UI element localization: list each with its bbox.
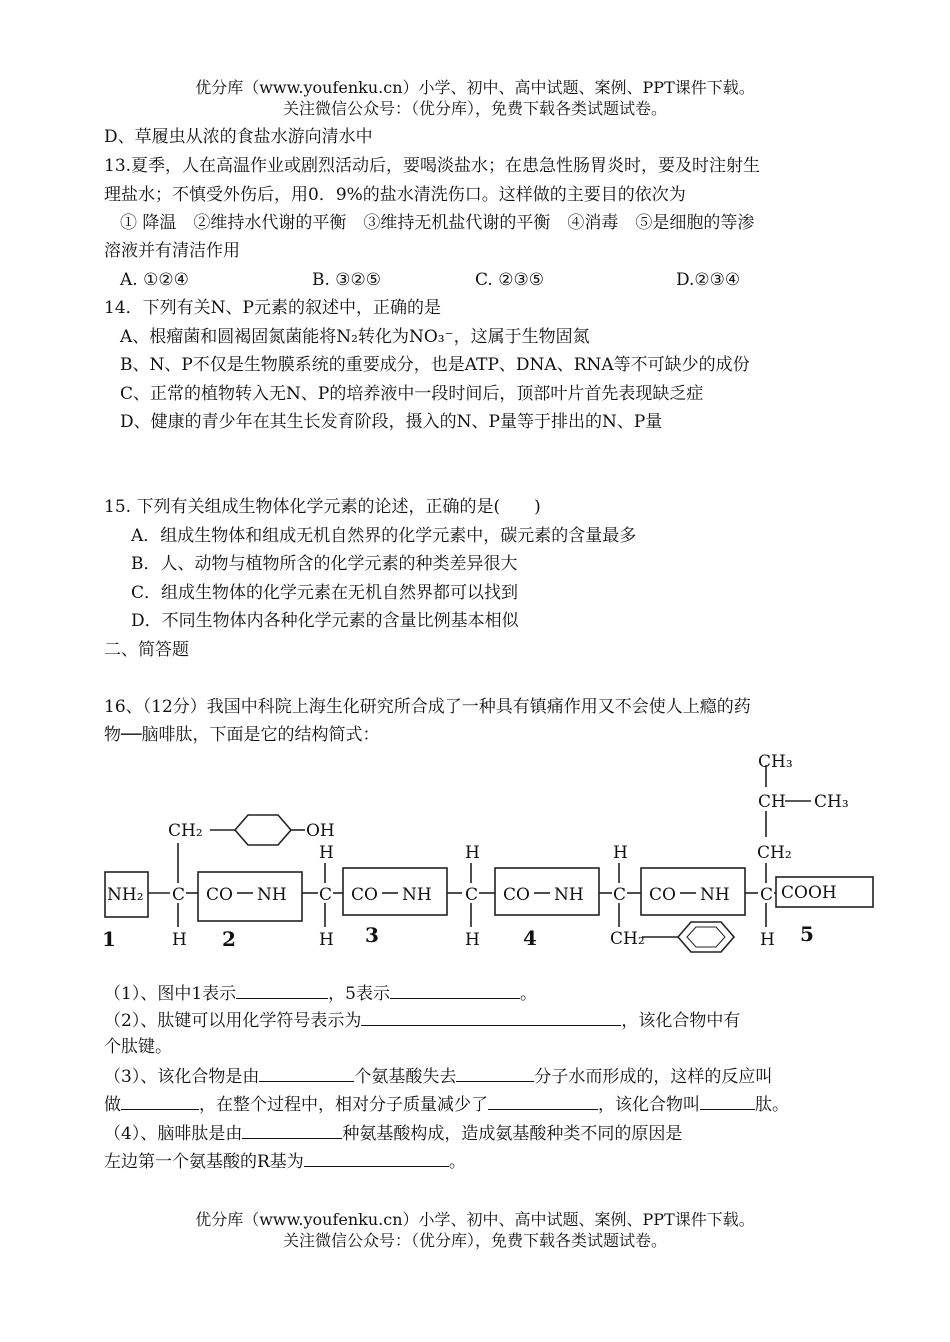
nh2-text: NH₂ <box>107 885 144 905</box>
q15-option-a: A．组成生物体和组成无机自然界的化学元素中，碳元素的含量最多 <box>131 526 637 546</box>
q13-option-c: C. ②③⑤ <box>475 270 544 290</box>
cooh-text: COOH <box>781 883 837 903</box>
c-text-4: C <box>613 885 627 905</box>
q14-option-b: B、N、P不仅是生物膜系统的重要成分，也是ATP、DNA、RNA等不可缺少的成份 <box>120 355 750 375</box>
ch2-text-1: CH₂ <box>168 821 203 841</box>
ch2-text-5: CH₂ <box>757 843 792 863</box>
q16-part3: （3）、该化合物是由 个氨基酸失去 分子水而形成的，这样的反应叫 <box>104 1067 773 1087</box>
q16-stem-line1: 16、（12分）我国中科院上海生化研究所合成了一种具有镇痛作用又不会使人上瘾的药 <box>104 697 751 717</box>
q16-stem-line2: 物──脑啡肽，下面是它的结构简式： <box>104 725 380 745</box>
enkephalin-structure-diagram <box>100 745 880 955</box>
h-text-5b: H <box>760 930 775 950</box>
q14-option-d: D、健康的青少年在其生长发育阶段，摄入的N、P量等于排出的N、P量 <box>120 412 663 432</box>
h-text-3a: H <box>465 843 480 863</box>
footer-line-1: 优分库（www.youfenku.cn）小学、初中、高中试题、案例、PPT课件下载。 <box>195 1210 755 1229</box>
q16-part4: （4）、脑啡肽是由 种氨基酸构成，造成氨基酸种类不同的原因是 <box>104 1124 683 1144</box>
q14-option-a: A、根瘤菌和圆褐固氮菌能将N₂转化为NO₃⁻，这属于生物固氮 <box>120 327 590 347</box>
header-line-1: 优分库（www.youfenku.cn）小学、初中、高中试题、案例、PPT课件下载。 <box>195 78 755 97</box>
c-text-1: C <box>172 885 186 905</box>
ch-text: CH <box>758 792 786 812</box>
q16-part3-cont: 做 ，在整个过程中，相对分子质量减少了 ，该化合物叫 肽。 <box>104 1095 789 1115</box>
q13-option-b: B. ③②⑤ <box>312 270 382 290</box>
h-text-2a: H <box>319 843 334 863</box>
nh-text-1: NH <box>257 885 287 905</box>
answer-blank[interactable] <box>390 982 520 999</box>
q12-option-d: D、草履虫从浓的食盐水游向清水中 <box>104 127 373 147</box>
q13-stem-line1: 13.夏季，人在高温作业或剧烈活动后，要喝淡盐水；在患急性肠胃炎时，要及时注射生 <box>104 156 761 176</box>
q16-part2: （2）、肽键可以用化学符号表示为 ，该化合物中有 <box>104 1011 741 1031</box>
answer-blank[interactable] <box>259 1065 354 1082</box>
answer-blank[interactable] <box>456 1065 534 1082</box>
label-4: 4 <box>523 926 537 950</box>
nh-text-3: NH <box>554 885 584 905</box>
nh-text-2: NH <box>402 885 432 905</box>
h-text-2b: H <box>319 930 334 950</box>
section-heading: 二、简答题 <box>104 640 189 660</box>
label-5: 5 <box>800 922 814 946</box>
q14-option-c: C、正常的植物转入无N、P的培养液中一段时间后，顶部叶片首先表现缺乏症 <box>120 384 704 404</box>
label-2: 2 <box>222 927 236 951</box>
q15-stem: 15. 下列有关组成生物体化学元素的论述，正确的是( ) <box>104 497 541 517</box>
co-text-2: CO <box>351 885 378 905</box>
h-text-1b: H <box>172 930 187 950</box>
h-text-4a: H <box>613 843 628 863</box>
c-text-2: C <box>319 885 333 905</box>
co-text-4: CO <box>649 885 676 905</box>
q15-option-c: C．组成生物体的化学元素在无机自然界都可以找到 <box>131 583 519 603</box>
q13-option-d: D.②③④ <box>676 270 741 290</box>
label-1: 1 <box>102 927 116 951</box>
q16-part4-cont: 左边第一个氨基酸的R基为 。 <box>104 1152 466 1172</box>
answer-blank[interactable] <box>700 1093 755 1110</box>
ch3-text-2: CH₃ <box>814 792 849 812</box>
answer-blank[interactable] <box>236 982 328 999</box>
c-text-3: C <box>465 885 479 905</box>
q13-option-a: A. ①②④ <box>120 270 189 290</box>
q13-items-line1: ① 降温 ②维持水代谢的平衡 ③维持无机盐代谢的平衡 ④消毒 ⑤是细胞的等渗 <box>120 213 755 233</box>
q14-stem: 14．下列有关N、P元素的叙述中，正确的是 <box>104 298 441 318</box>
answer-blank[interactable] <box>242 1122 342 1139</box>
footer-line-2: 关注微信公众号：（优分库），免费下载各类试题试卷。 <box>282 1231 667 1250</box>
co-text-3: CO <box>503 885 530 905</box>
q13-items-line2: 溶液并有清洁作用 <box>104 241 240 261</box>
c-text-5: C <box>760 885 774 905</box>
q13-stem-line2: 理盐水；不慎受外伤后，用0．9%的盐水清洗伤口。这样做的主要目的依次为 <box>104 185 686 205</box>
header-line-2: 关注微信公众号：（优分库），免费下载各类试题试卷。 <box>282 99 667 118</box>
co-text-1: CO <box>206 885 233 905</box>
q16-part1: （1）、图中1表示 ，5表示 。 <box>104 984 537 1004</box>
oh-text: OH <box>306 821 335 841</box>
ch2-text-4: CH₂ <box>610 929 645 949</box>
label-3: 3 <box>365 923 379 947</box>
q15-option-b: B．人、动物与植物所含的化学元素的种类差异很大 <box>131 554 518 574</box>
answer-blank[interactable] <box>361 1009 621 1026</box>
answer-blank[interactable] <box>304 1150 449 1167</box>
nh-text-4: NH <box>700 885 730 905</box>
h-text-3b: H <box>465 930 480 950</box>
ch3-text-1: CH₃ <box>758 752 793 772</box>
answer-blank[interactable] <box>488 1093 598 1110</box>
answer-blank[interactable] <box>121 1093 199 1110</box>
q15-option-d: D．不同生物体内各种化学元素的含量比例基本相似 <box>131 611 519 631</box>
q16-part2-cont: 个肽键。 <box>104 1037 172 1057</box>
